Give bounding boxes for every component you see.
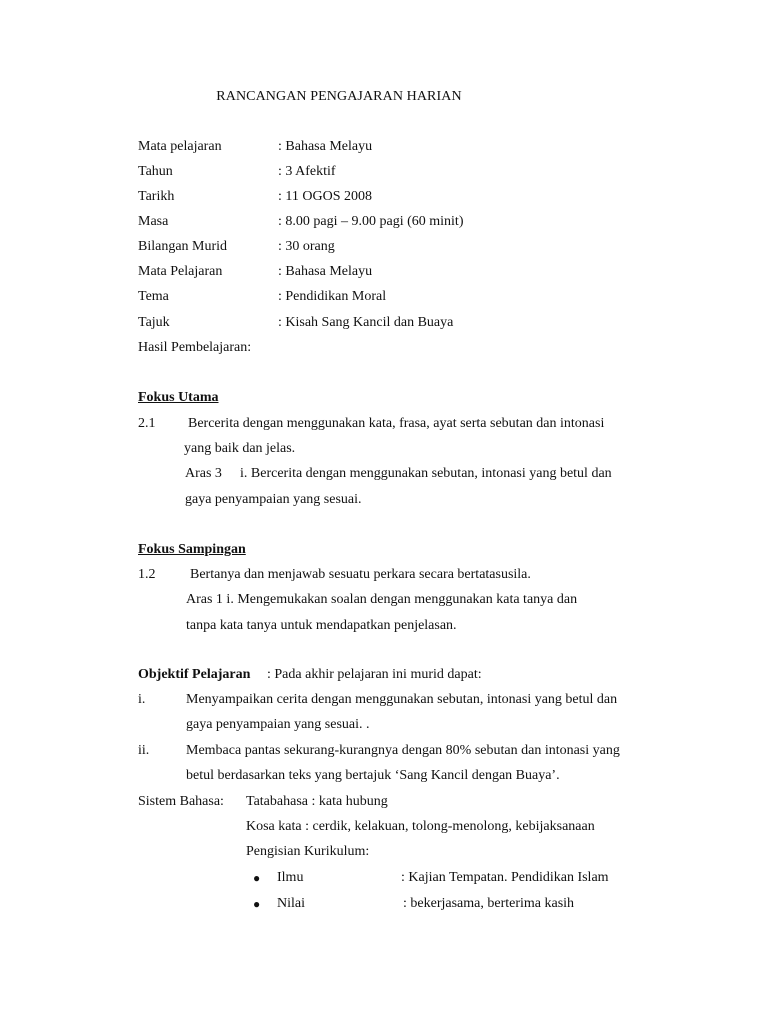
info-label-bilangan-murid: Bilangan Murid [138, 239, 228, 254]
fokus-sampingan-number: 1.2 [138, 567, 156, 582]
fokus-sampingan-line1: Bertanya dan menjawab sesuatu perkara secara bertatasusila. [190, 567, 531, 582]
info-label-mata-pelajaran: Mata pelajaran [138, 139, 222, 154]
info-value-tarikh: : 11 OGOS 2008 [278, 189, 372, 204]
objektif-item-2-line1: Membaca pantas sekurang-kurangnya dengan 80% sebutan dan intonasi yang [186, 743, 620, 758]
fokus-utama-aras-text: i. Bercerita dengan menggunakan sebutan, intonasi yang betul dan [240, 466, 612, 481]
objektif-item-1-number: i. [138, 692, 146, 707]
info-label-tajuk: Tajuk [138, 315, 170, 330]
fokus-utama-aras-line2: gaya penyampaian yang sesuai. [185, 492, 362, 507]
tatabahasa-line: Tatabahasa : kata hubung [246, 794, 388, 809]
info-label-mata-pelajaran-2: Mata Pelajaran [138, 264, 223, 279]
objektif-item-2-number: ii. [138, 743, 150, 758]
fokus-utama-aras: Aras 3 [185, 466, 222, 481]
fokus-sampingan-aras-line1: Aras 1 i. Mengemukakan soalan dengan menggunakan kata tanya dan [186, 592, 578, 607]
fokus-utama-heading: Fokus Utama [138, 390, 219, 405]
objektif-heading: Objektif Pelajaran [138, 667, 251, 682]
info-value-mata-pelajaran: : Bahasa Melayu [278, 139, 373, 154]
fokus-utama-line1: Bercerita dengan menggunakan kata, frasa, ayat serta sebutan dan intonasi [188, 416, 605, 431]
fokus-sampingan-heading: Fokus Sampingan [138, 542, 246, 557]
info-value-bilangan-murid: : 30 orang [278, 239, 335, 254]
info-label-tema: Tema [138, 289, 169, 304]
objektif-item-1-line1: Menyampaikan cerita dengan menggunakan sebutan, intonasi yang betul dan [186, 692, 618, 707]
objektif-intro: : Pada akhir pelajaran ini murid dapat: [267, 667, 482, 682]
info-label-tahun: Tahun [138, 164, 173, 179]
info-label-masa: Masa [138, 214, 169, 229]
fokus-utama-line2: yang baik dan jelas. [184, 441, 296, 456]
bullet-icon: ● [253, 871, 261, 885]
objektif-item-1-line2: gaya penyampaian yang sesuai. . [186, 717, 370, 732]
fokus-utama-number: 2.1 [138, 416, 156, 431]
hasil-pembelajaran-label: Hasil Pembelajaran: [138, 340, 252, 355]
fokus-sampingan-aras-line2: tanpa kata tanya untuk mendapatkan penjelasan. [186, 618, 457, 633]
info-value-mata-pelajaran-2: : Bahasa Melayu [278, 264, 373, 279]
sistem-bahasa-label: Sistem Bahasa: [138, 794, 224, 809]
info-value-tajuk: : Kisah Sang Kancil dan Buaya [278, 315, 454, 330]
bullet-icon: ● [253, 897, 261, 911]
bullet-nilai-value: : bekerjasama, berterima kasih [403, 896, 575, 911]
bullet-nilai-label: Nilai [277, 896, 305, 911]
info-value-masa: : 8.00 pagi – 9.00 pagi (60 minit) [278, 214, 464, 229]
bullet-ilmu-value: : Kajian Tempatan. Pendidikan Islam [401, 870, 609, 885]
objektif-item-2-line2: betul berdasarkan teks yang bertajuk ‘Sang Kancil dengan Buaya’. [186, 768, 560, 783]
pengisian-kurikulum-label: Pengisian Kurikulum: [246, 844, 370, 859]
bullet-ilmu-label: Ilmu [277, 870, 304, 885]
kosa-kata-line: Kosa kata : cerdik, kelakuan, tolong-menolong, kebijaksanaan [246, 819, 595, 834]
page-title: RANCANGAN PENGAJARAN HARIAN [216, 89, 462, 104]
info-value-tahun: : 3 Afektif [278, 164, 336, 179]
info-label-tarikh: Tarikh [138, 189, 175, 204]
info-value-tema: : Pendidikan Moral [278, 289, 387, 304]
